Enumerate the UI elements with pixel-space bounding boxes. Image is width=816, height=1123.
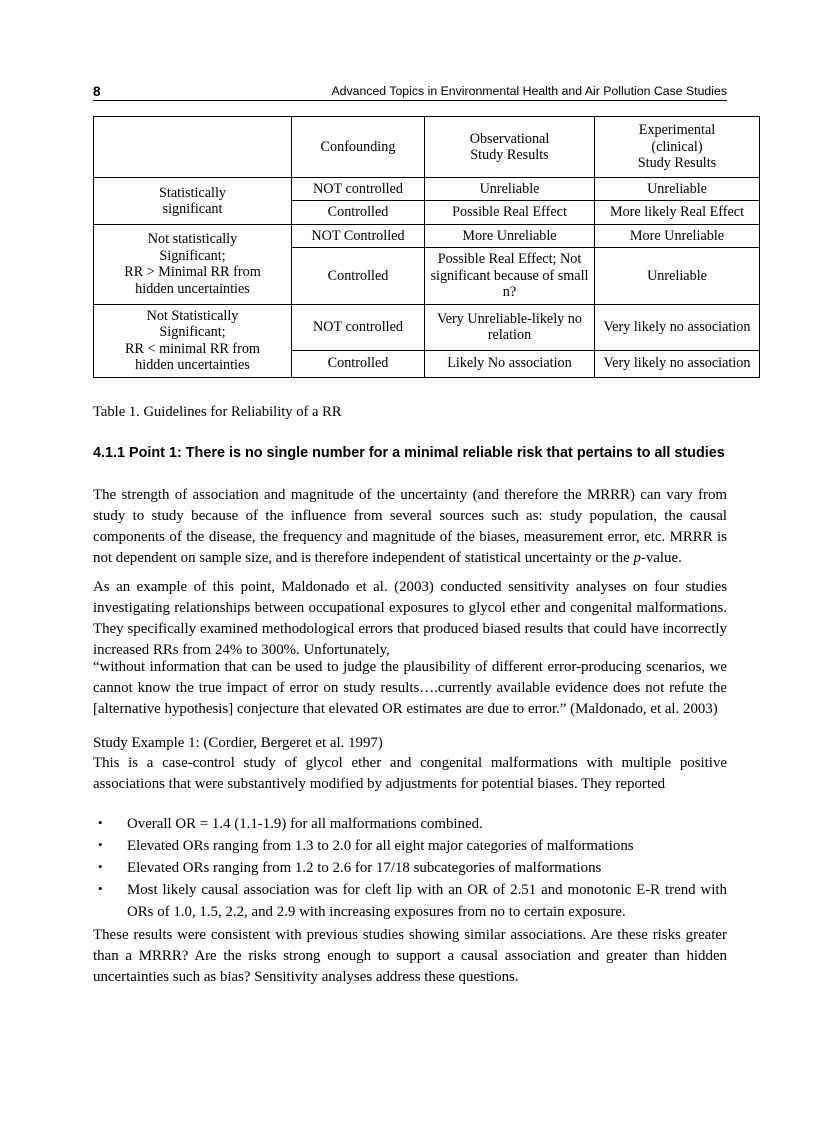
cell-experimental: Very likely no association [595, 350, 760, 377]
list-item-text: Overall OR = 1.4 (1.1-1.9) for all malformations combined. [127, 816, 483, 832]
paragraph-mrrr-variation [93, 485, 727, 570]
table-row [94, 178, 760, 201]
header-observational-line2: Study Results [470, 147, 549, 163]
table-container [93, 116, 751, 378]
table-row [94, 304, 760, 350]
cell-experimental: More Unreliable [595, 224, 760, 247]
p-value-italic: p [633, 550, 641, 567]
list-item-text: Elevated ORs ranging from 1.2 to 2.6 for 17/18 subcategories of malformations [127, 860, 602, 877]
group-label-line3: RR > Minimal RR from [124, 264, 261, 281]
group-label-line1: Not statistically [147, 231, 238, 248]
study-example-label: Study Example 1: (Cordier, Bergeret et al. 1997) [93, 735, 383, 751]
cell-confounding: Controlled [292, 350, 425, 377]
group-label-line1: Statistically [159, 184, 226, 201]
header-observational-line1: Observational [469, 130, 550, 147]
table-caption: Table 1. Guidelines for Reliability of a RR [93, 404, 342, 420]
cell-observational: Likely No association [425, 350, 595, 377]
group-label-not-statistically-significant-rr-less [94, 304, 292, 377]
cell-confounding: Controlled [292, 201, 425, 224]
cell-experimental: Unreliable [595, 248, 760, 304]
running-title: Advanced Topics in Environmental Health and Air Pollution Case Studies [331, 83, 727, 98]
bullet-icon: • [98, 881, 103, 897]
header-experimental-line3: Study Results [637, 155, 717, 172]
cell-confounding: Controlled [292, 248, 425, 304]
cell-confounding: NOT Controlled [292, 224, 425, 247]
header-cell-observational [425, 117, 595, 178]
cell-confounding: NOT controlled [292, 178, 425, 201]
group-label-line4: hidden uncertainties [135, 280, 250, 297]
group-label-line1: Not Statistically [146, 307, 239, 324]
cell-experimental: Very likely no association [595, 304, 760, 350]
group-label-line2: Significant; [159, 324, 226, 341]
page-number: 8 [93, 83, 101, 99]
cell-experimental: Unreliable [595, 178, 760, 201]
paragraph-text-part2: -value. [640, 550, 682, 567]
cell-experimental: More likely Real Effect [595, 201, 760, 224]
table-row [94, 224, 760, 247]
header-experimental-line1: Experimental [638, 122, 716, 139]
section-heading: 4.1.1 Point 1: There is no single number for a minimal reliable risk that pertains to all studies [93, 445, 725, 461]
list-item-text: Most likely causal association was for cleft lip with an OR of 2.51 and monotonic E-R trend with ORs of 1.0, 1.5, 2.2, and 2.9 with increasing exposures from no to certain exposure. [127, 882, 727, 920]
cell-observational: Very Unreliable-likely no relation [425, 304, 595, 350]
paragraph-quotation: “without information that can be used to judge the plausibility of different error-producing scenarios, we cannot know the true impact of error on study results….currently available evidence does not refute the [alternative hypothesis] conjecture that elevated OR estimates are due to error.” (Maldonado, et al. 2003) [93, 659, 727, 718]
list-item [93, 880, 727, 922]
list-item-text: Elevated ORs ranging from 1.3 to 2.0 for all eight major categories of malformations [127, 838, 634, 855]
cell-observational: Possible Real Effect [425, 201, 595, 224]
group-label-statistically-significant [94, 178, 292, 225]
cell-observational: Unreliable [425, 178, 595, 201]
list-item [93, 858, 727, 879]
group-label-line2: Significant; [159, 247, 226, 264]
reliability-guidelines-table [93, 116, 760, 378]
cell-observational: More Unreliable [425, 224, 595, 247]
list-item [93, 836, 727, 857]
group-label-line2: significant [162, 200, 223, 217]
paragraph-text-part1: The strength of association and magnitude of the uncertainty (and therefore the MRRR) can vary from study to study because of the influence from several sources such as: study population, the causal components of the disease, the frequency and magnitude of the biases, measurement error, etc. MRRR is not dependent on sample size, and is therefore independent of statistical uncertainty or the [93, 487, 727, 567]
bullet-icon: • [98, 859, 103, 875]
bullet-icon: • [98, 815, 103, 830]
group-label-line4: hidden uncertainties [135, 357, 250, 374]
page-running-header [93, 78, 727, 101]
paragraph-conclusion: These results were consistent with previous studies showing similar associations. Are these risks greater than a MRRR? Are the risks strong enough to support a causal association and greater than hidden uncertainties such as bias? Sensitivity analyses address these questions. [93, 927, 727, 986]
cell-confounding: NOT controlled [292, 304, 425, 350]
group-label-not-statistically-significant-rr-greater [94, 224, 292, 304]
bullet-icon: • [98, 837, 103, 853]
table-header-row [94, 117, 760, 178]
header-experimental-line2: (clinical) [651, 138, 703, 155]
header-cell-blank [94, 117, 292, 178]
paragraph-maldonado-example: As an example of this point, Maldonado et al. (2003) conducted sensitivity analyses on four studies investigating relationships between occupational exposures to glycol ether and congenital malformations. They specifically examined methodological errors that produced biased results that could have incorrectly increased RRs from 24% to 300%. Unfortunately, [93, 579, 727, 659]
document-page [93, 0, 751, 1123]
findings-bullet-list [93, 814, 727, 924]
header-cell-experimental [595, 117, 760, 178]
paragraph-case-control-study: This is a case-control study of glycol ether and congenital malformations with multiple positive associations that were substantively modified by adjustments for potential biases. They reported [93, 755, 727, 793]
list-item [93, 814, 727, 835]
header-cell-confounding: Confounding [292, 117, 425, 178]
cell-observational: Possible Real Effect; Not significant because of small n? [425, 248, 595, 304]
group-label-line3: RR < minimal RR from [125, 340, 260, 357]
